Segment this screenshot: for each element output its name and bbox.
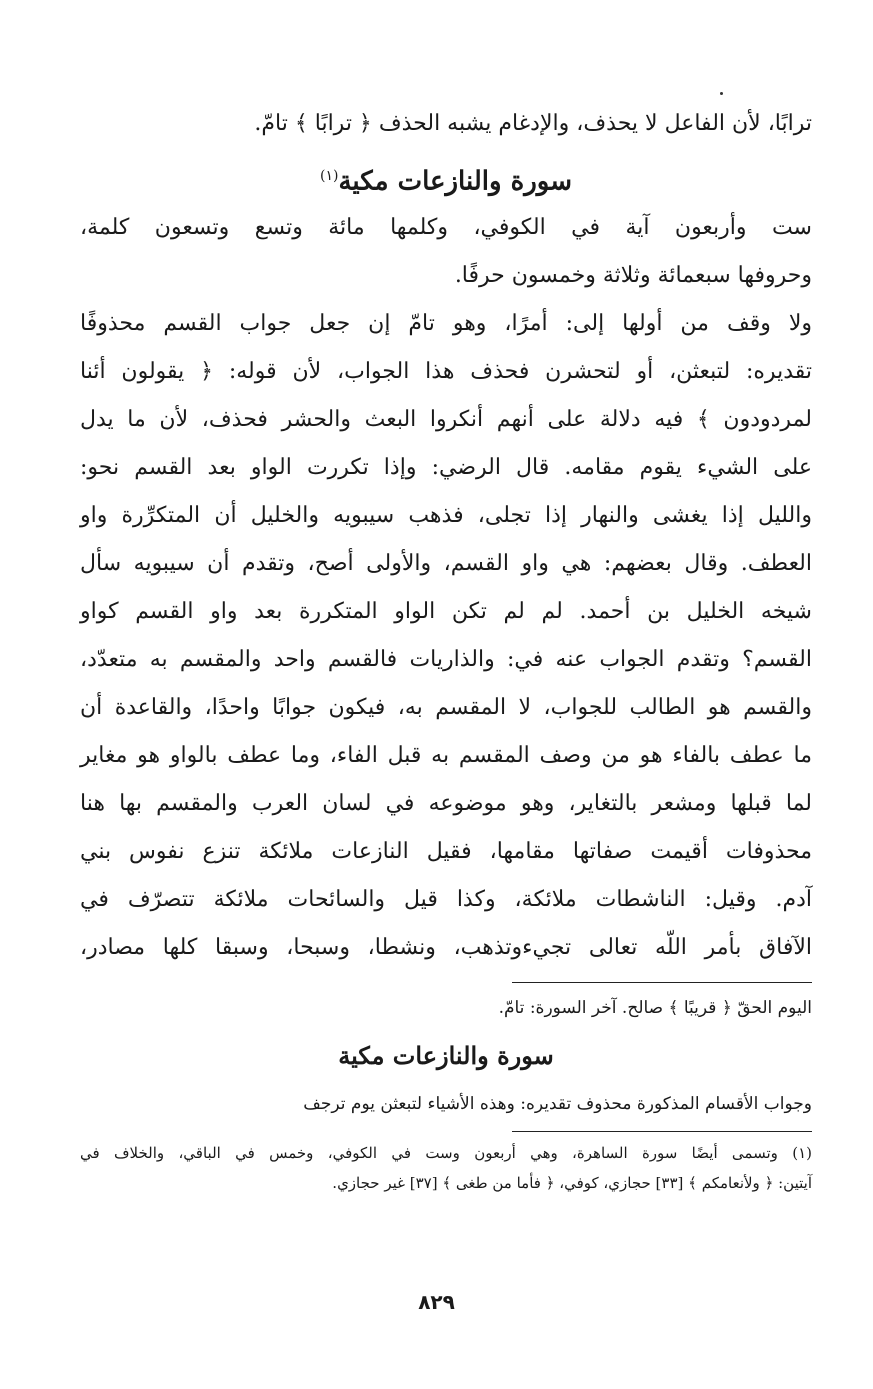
- secondary-heading: سورة والنازعات مكية: [338, 1041, 554, 1070]
- text-line: والقسم هو الطالب للجواب، لا المقسم به، فيكون جوابًا واحدًا، والقاعدة أن: [80, 695, 812, 720]
- separator-rule: [512, 982, 812, 983]
- page-number: ٨٢٩: [418, 1290, 455, 1314]
- text-line: العطف. وقال بعضهم: هي واو القسم، والأولى أصح، وتقدم أن سيبويه سأل: [80, 551, 812, 576]
- footnote-line: (١) وتسمى أيضًا سورة الساهرة، وهي أربعون وست في الكوفي، وخمس في الباقي، والخلاف في: [80, 1144, 812, 1162]
- text-line: والليل إذا يغشى والنهار إذا تجلى، فذهب سيبويه والخليل أن المتكرِّرة واو: [80, 503, 812, 528]
- text-line: ولا وقف من أولها إلى: أمرًا، وهو تامّ إن جعل جواب القسم محذوفًا: [80, 311, 812, 336]
- text-line: ست وأربعون آية في الكوفي، وكلمها مائة وتسع وتسعون كلمة،: [80, 215, 812, 240]
- surah-heading: [80, 148, 812, 204]
- text-line: الآفاق بأمر اللّه تعالى تجيءوتذهب، ونشطا، وسبحا، وسبقا كلها مصادر،: [80, 935, 812, 960]
- text-line: وحروفها سبعمائة وثلاثة وخمسون حرفًا.: [454, 263, 812, 288]
- page-content: [80, 100, 812, 1198]
- margin-text: وجواب الأقسام المذكورة محذوف تقديره: وهذه الأشياء لتبعثن يوم ترجف: [303, 1094, 812, 1114]
- footnote-ref: (١): [320, 168, 339, 184]
- text-line: آدم. وقيل: الناشطات ملائكة، وكذا قيل والسائحات ملائكة تتصرّف في: [80, 887, 812, 912]
- text-line: ما عطف بالفاء هو من وصف المقسم به قبل الفاء، وما عطف بالواو هو مغاير: [80, 743, 812, 768]
- text-line: شيخه الخليل بن أحمد. لم لم تكن الواو المتكررة بعد واو القسم كواو: [80, 599, 812, 624]
- text-line: على الشيء يقوم مقامه. قال الرضي: وإذا تكررت الواو بعد القسم نحو:: [80, 455, 812, 480]
- text-line: القسم؟ وتقدم الجواب عنه في: والذاريات فالقسم واحد والمقسم به متعدّد،: [80, 647, 812, 672]
- text-line: ترابًا، لأن الفاعل لا يحذف، والإدغام يشبه الحذف ﴿ ترابًا ﴾ تامّ.: [254, 111, 812, 136]
- margin-text: اليوم الحقّ ﴿ قريبًا ﴾ صالح. آخر السورة: تامّ.: [498, 998, 812, 1018]
- text-line: تقديره: لتبعثن، أو لتحشرن فحذف هذا الجواب، لأن قوله: ﴿ يقولون أئنا: [80, 359, 812, 384]
- page-mark: [720, 92, 723, 95]
- text-line: محذوفات أقيمت صفاتها مقامها، فقيل النازعات ملائكة تنزع نفوس بني: [80, 839, 812, 864]
- footnote-line: آيتين: ﴿ ولأنعامكم ﴾ [٣٣] حجازي، كوفي، ﴿ فأما من طغى ﴾ [٣٧] غير حجازي.: [332, 1174, 812, 1192]
- text-line: لمردودون ﴾ فيه دلالة على أنهم أنكروا البعث والحشر فحذف، لأن ما يدل: [80, 407, 812, 432]
- text-line: لما قبلها ومشعر بالتغاير، وهو موضوعه في لسان العرب والمقسم بها هنا: [80, 791, 812, 816]
- surah-heading-text: سورة والنازعات مكية: [338, 166, 572, 197]
- footnote-rule: [512, 1131, 812, 1132]
